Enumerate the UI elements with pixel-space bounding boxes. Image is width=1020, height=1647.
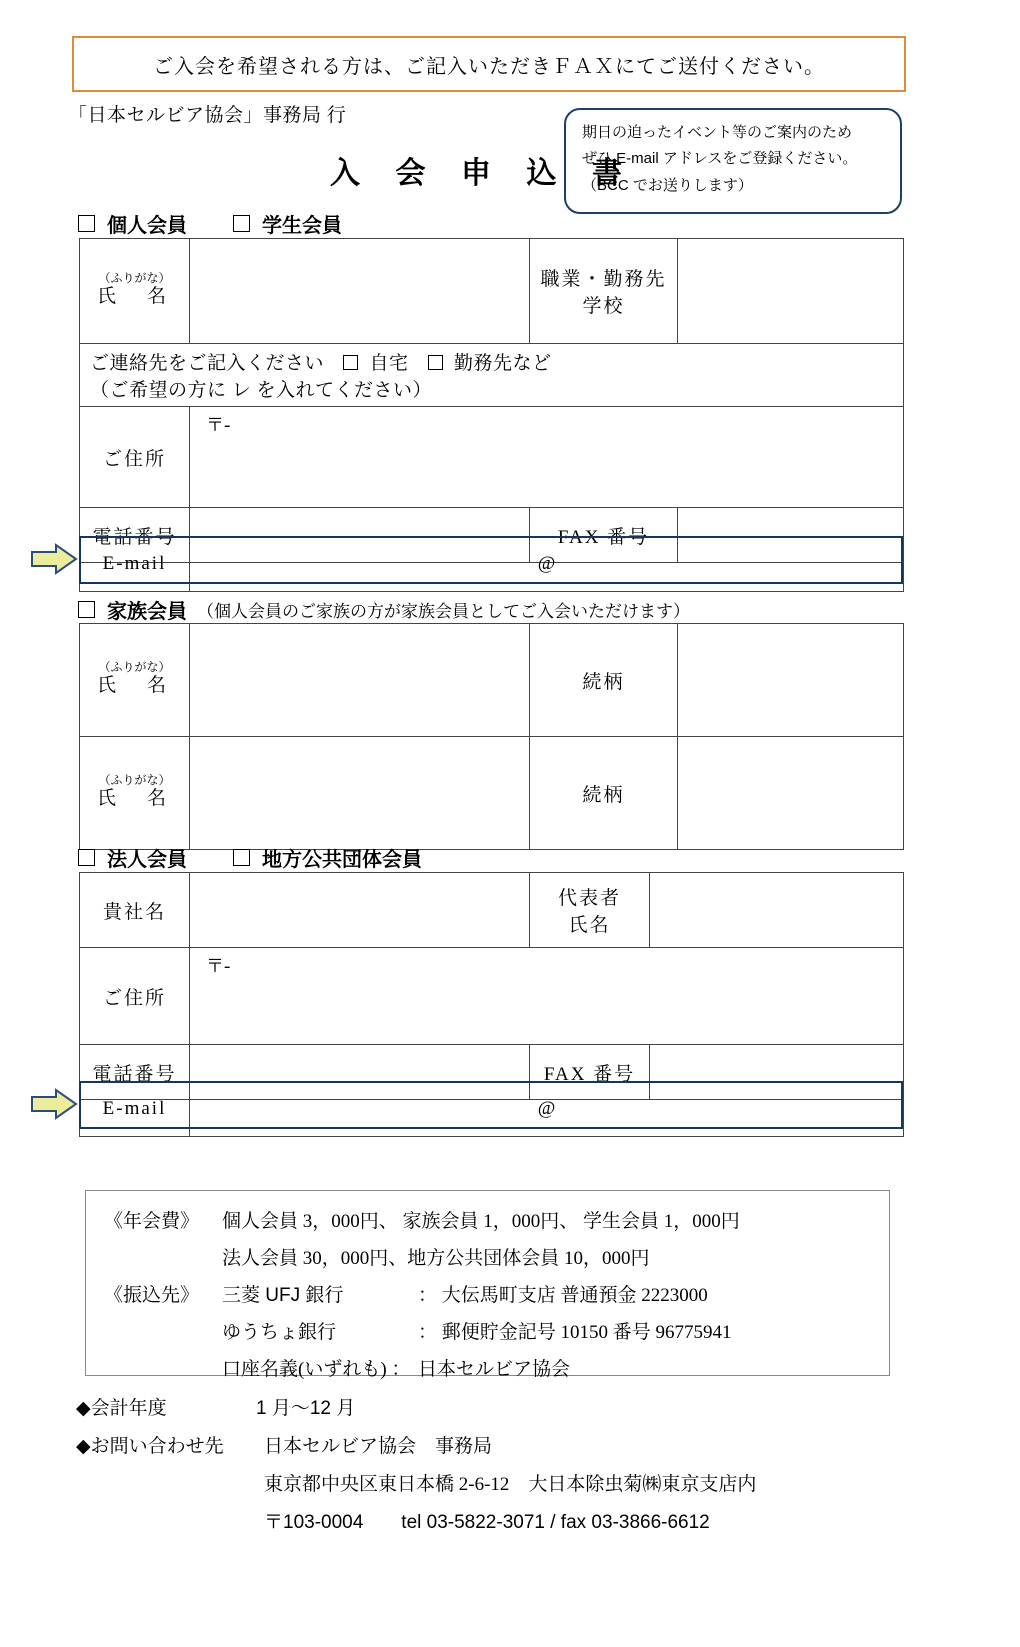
name-label: 氏 名 <box>96 286 172 308</box>
table-row <box>80 407 904 508</box>
contact-text-b: （ご希望の方に レ を入れてください） <box>90 380 433 401</box>
arrow-right-icon <box>30 1087 78 1121</box>
bank-label: 《振込先》 <box>104 1285 200 1307</box>
corp-zip-mark: 〒 <box>206 956 224 976</box>
rep-label-line1: 代表者 <box>557 888 621 909</box>
family-relation-label-2: 続柄 <box>582 784 625 806</box>
contact-org: 日本セルビア協会 事務局 <box>264 1436 493 1457</box>
addressee-line: 「日本セルビア協会」事務局 行 <box>68 105 347 126</box>
top-notice-box <box>72 36 906 92</box>
email-at-symbol: @ <box>537 553 556 574</box>
family-name-label-1: 氏 名 <box>96 675 172 697</box>
fee-line-2: 法人会員 30，000円、地方公共団体会員 10，000円 <box>222 1248 650 1270</box>
cell-address-label <box>80 407 190 508</box>
callout-line-3: （BCC でお送りします） <box>582 176 753 194</box>
fiscal-year-label: ◆会計年度 <box>76 1398 167 1419</box>
cell-corp-address-label <box>80 948 190 1045</box>
input-family-name-1[interactable] <box>190 624 530 737</box>
family-note: （個人会員のご家族の方が家族会員としてご入会いただけます） <box>197 602 690 621</box>
contact-text-a: ご連絡先をご記入ください <box>90 353 325 374</box>
label-local-government-member: 地方公共団体会員 <box>262 849 422 871</box>
callout-line-2: ぜひ E-mail アドレスをご登録ください。 <box>582 150 858 168</box>
contact-zip-tel: 〒103-0004 tel 03-5822-3071 / fax 03-3866-6612 <box>264 1512 710 1533</box>
table-row <box>80 737 904 850</box>
fee-label: 《年会費》 <box>104 1211 200 1232</box>
contact-option-work: 勤務先など <box>454 353 552 374</box>
individual-email-table <box>79 536 904 592</box>
bank-line-1-wrap <box>104 1277 889 1314</box>
account-holder-label: 口座名義(いずれも) ： <box>222 1359 411 1381</box>
input-family-relation-2[interactable] <box>678 737 904 850</box>
fiscal-year-value: 1 月～12 月 <box>256 1398 356 1419</box>
bank-1-detail: ： 大伝馬町支店 普通預金 2223000 <box>418 1285 708 1307</box>
checkbox-corporate-member[interactable] <box>78 849 95 866</box>
family-name-label-2: 氏 名 <box>96 788 172 810</box>
family-name-furigana-label-2: （ふりがな） <box>98 773 171 788</box>
cell-email-label <box>80 537 190 592</box>
input-family-relation-1[interactable] <box>678 624 904 737</box>
fax-label: FAX 番号 <box>557 526 650 548</box>
input-corp-email[interactable] <box>190 1082 904 1137</box>
occupation-label-line1: 職業・勤務先 <box>540 269 667 290</box>
cell-name-label <box>80 239 190 344</box>
cell-family-name-label-1 <box>80 624 190 737</box>
section-header-corporate <box>78 843 422 872</box>
input-family-name-2[interactable] <box>190 737 530 850</box>
footer-info <box>76 1390 956 1542</box>
checkbox-local-government-member[interactable] <box>233 849 250 866</box>
input-occupation[interactable] <box>678 239 904 344</box>
fee-line-2-wrap <box>104 1240 889 1277</box>
label-corporate-member: 法人会員 <box>107 849 187 871</box>
tel-label: 電話番号 <box>92 526 177 548</box>
table-row <box>80 948 904 1045</box>
corp-email-at-symbol: @ <box>537 1098 556 1119</box>
cell-family-relation-label-2 <box>530 737 678 850</box>
individual-info-table <box>79 238 904 563</box>
arrow-right-icon <box>30 542 78 576</box>
input-corp-address[interactable] <box>190 948 904 1045</box>
contact-address-row <box>76 1466 956 1504</box>
table-row <box>80 624 904 737</box>
input-name[interactable] <box>190 239 530 344</box>
corp-fax-label: FAX 番号 <box>543 1063 636 1085</box>
table-row <box>80 344 904 407</box>
fee-line-1-wrap <box>104 1203 889 1240</box>
corp-zip-dash: - <box>224 956 231 977</box>
section-header-individual <box>78 209 342 238</box>
input-company-name[interactable] <box>190 873 530 948</box>
name-furigana-label: （ふりがな） <box>98 271 171 286</box>
contact-zip-tel-row <box>76 1504 956 1542</box>
email-label: E-mail <box>102 553 167 574</box>
company-label: 貴社名 <box>102 901 166 923</box>
family-info-table <box>79 623 904 850</box>
checkbox-contact-work[interactable] <box>428 355 443 370</box>
table-row <box>80 873 904 948</box>
account-holder-value: 日本セルビア協会 <box>418 1359 571 1381</box>
contact-option-home: 自宅 <box>369 353 409 374</box>
bank-2-detail: ： 郵便貯金記号 10150 番号 96775941 <box>418 1322 732 1344</box>
cell-occupation-label <box>530 239 678 344</box>
corporate-email-table <box>79 1081 904 1137</box>
label-student-member: 学生会員 <box>262 215 342 237</box>
callout-line-1: 期日の迫ったイベント等のご案内のため <box>582 124 853 141</box>
fee-line-1: 個人会員 3，000円、 家族会員 1，000円、 学生会員 1，000円 <box>222 1211 740 1232</box>
fiscal-year-row <box>76 1390 956 1428</box>
occupation-label-line2: 学校 <box>582 296 625 317</box>
contact-address: 東京都中央区東日本橋 2-6-12 大日本除虫菊㈱東京支店内 <box>264 1474 757 1495</box>
cell-company-label <box>80 873 190 948</box>
contact-row <box>76 1428 956 1466</box>
top-notice-text: ご入会を希望される方は、ご記入いただきＦＡＸにてご送付ください。 <box>153 55 825 78</box>
checkbox-student-member[interactable] <box>233 215 250 232</box>
page-title: 入 会 申 込 書 <box>330 157 636 190</box>
family-name-furigana-label-1: （ふりがな） <box>98 660 171 675</box>
table-row <box>80 239 904 344</box>
section-header-family <box>78 595 690 624</box>
bank-2-name: ゆうちょ銀行 <box>222 1322 337 1344</box>
cell-family-name-label-2 <box>80 737 190 850</box>
contact-label: ◆お問い合わせ先 <box>76 1436 224 1457</box>
corp-address-label: ご住所 <box>102 987 166 1009</box>
checkbox-family-member[interactable] <box>78 601 95 618</box>
address-label: ご住所 <box>102 448 166 470</box>
label-family-member: 家族会員 <box>107 601 187 623</box>
cell-family-relation-label-1 <box>530 624 678 737</box>
rep-label-line2: 氏名 <box>568 915 611 936</box>
holder-line-wrap <box>104 1351 889 1388</box>
bank-line-2-wrap <box>104 1314 889 1351</box>
checkbox-contact-home[interactable] <box>343 355 358 370</box>
checkbox-individual-member[interactable] <box>78 215 95 232</box>
input-address[interactable] <box>190 407 904 508</box>
input-rep-name[interactable] <box>650 873 904 948</box>
fee-and-bank-box <box>85 1190 890 1381</box>
label-individual-member: 個人会員 <box>107 215 187 237</box>
corporate-info-table <box>79 872 904 1100</box>
corp-email-label: E-mail <box>102 1098 167 1119</box>
bank-1-name: 三菱 UFJ 銀行 <box>222 1285 344 1307</box>
zip-mark: 〒 <box>206 415 224 435</box>
zip-dash: - <box>224 415 231 436</box>
cell-rep-label <box>530 873 650 948</box>
corp-tel-label: 電話番号 <box>92 1063 177 1085</box>
table-row <box>80 1082 904 1137</box>
cell-corp-email-label <box>80 1082 190 1137</box>
family-relation-label-1: 続柄 <box>582 671 625 693</box>
table-row <box>80 537 904 592</box>
cell-contact-preference <box>80 344 904 407</box>
input-email[interactable] <box>190 537 904 592</box>
